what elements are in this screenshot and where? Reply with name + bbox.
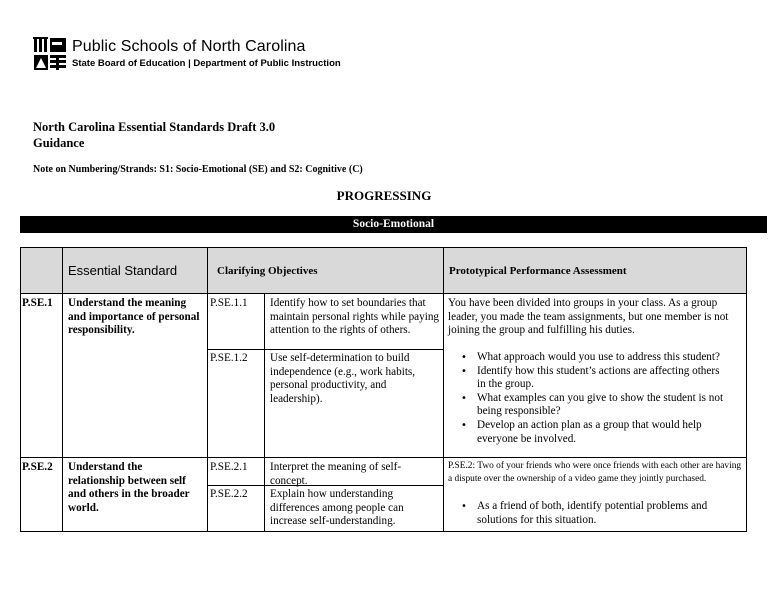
assessment-bullet: • Identify how this student’s actions are affecting others in the group. [448,365,728,392]
code-column-divider [62,247,63,532]
assessment-bullets-2 [448,500,728,527]
header-essential-standard: Essential Standard [68,263,178,278]
objective-code-1-1: P.SE.1.1 [210,297,248,309]
objective-text-2-2: Explain how understanding differences among people can increase self-understanding. [270,488,404,528]
assessment-bullet: • Develop an action plan as a group that would help everyone be involved. [448,419,728,446]
objective-column-divider [443,247,444,532]
objective-code-2-2: P.SE.2.2 [210,488,248,500]
document-title-line2: Guidance [33,136,85,150]
row-divider [20,457,747,458]
standard-code-1: P.SE.1 [22,297,53,309]
header-performance-assessment: Prototypical Performance Assessment [449,265,627,277]
objective-text-2-1: Interpret the meaning of self-concept. [270,461,402,487]
objective-code-divider [264,293,265,532]
objective-code-1-2: P.SE.1.2 [210,352,248,364]
table-border-bottom [20,531,747,532]
standards-table [20,247,747,532]
strand-bar: Socio-Emotional [20,216,767,233]
level-heading: PROGRESSING [336,188,432,203]
assessment-intro-1: You have been divided into groups in your class. As a group leader, you made the team assignments, but one member is not joining the group and fulfilling his duties. [448,297,729,337]
table-border-left [20,247,21,532]
assessment-bullet: • What examples can you give to show the student is not being responsible? [448,392,728,419]
table-border-top [20,247,747,248]
org-subtitle: State Board of Education | Department of Public Instruction [72,58,341,69]
assessment-bullet: • As a friend of both, identify potential problems and solutions for this situation. [448,500,728,527]
document-title [33,119,275,151]
standard-text-2: Understand the relationship between self and others in the broader world. [68,461,190,514]
objective-text-1-2: Use self-determination to build independence (e.g., work habits, personal productivity, and leadership). [270,352,416,405]
standard-text-1: Understand the meaning and importance of personal responsibility. [68,297,200,337]
table-border-right [746,247,747,532]
objective-divider-1 [207,349,443,350]
assessment-bullet: • What approach would you use to address this student? [448,351,728,365]
org-name: Public Schools of North Carolina [72,38,306,55]
nc-dpi-logo-icon [33,37,67,71]
assessment-bullets-1 [448,351,728,446]
objective-code-2-1: P.SE.2.1 [210,461,248,473]
standard-code-2: P.SE.2 [22,461,53,473]
assessment-intro-2: P.SE.2: Two of your friends who were once friends with each other are having a dispute over the ownership of a video game they jointly purchased. [448,461,742,484]
header-clarifying-objectives: Clarifying Objectives [217,265,318,277]
objective-text-1-1: Identify how to set boundaries that maintain personal rights while paying attention to the rights of others. [270,297,440,337]
header-divider [20,293,747,294]
document-title-line1: North Carolina Essential Standards Draft 3.0 [33,120,276,134]
numbering-note: Note on Numbering/Strands: S1: Socio-Emotional (SE) and S2: Cognitive (C) [33,164,363,175]
standard-column-divider [207,247,208,532]
